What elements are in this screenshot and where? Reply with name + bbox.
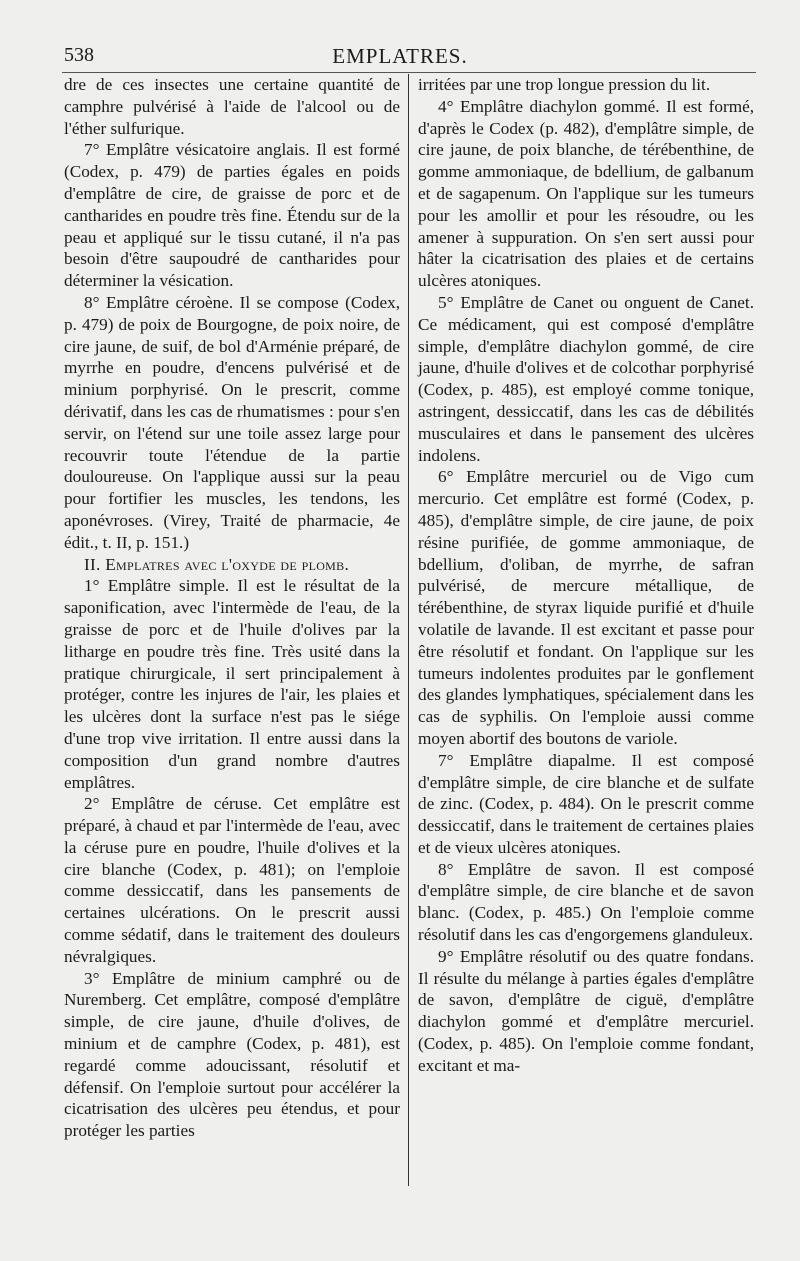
paragraph: 4° Emplâtre diachylon gommé. Il est formé, d'après le Codex (p. 482), d'emplâtre simple, de cire jaune, de poix blanche, de térébenthine, de gomme ammoniaque, de bdellium, de galbanum et de sagapenum. On l'applique sur les tumeurs pour les amollir et pour les résoudre, ou les amener à suppuration. On s'en sert aussi pour hâter la cicatrisation des plaies et de certains ulcères atoniques. bbox=[418, 96, 754, 291]
paragraph: 8° Emplâtre céroène. Il se compose (Codex, p. 479) de poix de Bourgogne, de poix noire, de cire jaune, de suif, de bol d'Arménie préparé, de myrrhe en poudre, d'encens pulvérisé et de minium porphyrisé. On le prescrit, comme dérivatif, dans les cas de rhumatismes : pour s'en servir, on l'étend sur une toile assez large pour recouvrir toute l'étendue de la partie douloureuse. On l'applique aussi sur la peau pour fortifier les muscles, les tendons, les aponévroses. (Virey, Traité de pharmacie, 4e édit., t. II, p. 151.) bbox=[64, 292, 400, 552]
paragraph: 2° Emplâtre de céruse. Cet emplâtre est préparé, à chaud et par l'intermède de l'eau, avec la céruse pure en poudre, l'huile d'olives et la cire blanche (Codex, p. 481); on l'emploie comme dessiccatif, dans les pansements de certaines ulcérations. On le prescrit aussi comme sédatif, dans le traitement des douleurs névralgiques. bbox=[64, 794, 400, 966]
left-column bbox=[64, 74, 400, 1142]
paragraph: irritées par une trop longue pression du lit. bbox=[418, 75, 711, 94]
paragraph: 3° Emplâtre de minium camphré ou de Nuremberg. Cet emplâtre, composé d'emplâtre simple, de cire jaune, d'huile d'olives, de minium et de camphre (Codex, p. 481), est regardé comme adoucissant, résolutif et défensif. On l'emploie surtout pour accélérer la cicatrisation des ulcères peu étendus, et pour protéger les parties bbox=[64, 968, 400, 1141]
column-divider bbox=[408, 74, 409, 1186]
header-rule bbox=[62, 72, 756, 73]
section-heading: II. Emplatres avec l'oxyde de plomb. bbox=[84, 554, 350, 574]
paragraph: dre de ces insectes une certaine quantité de camphre pulvérisé à l'aide de l'alcool ou de l'éther sulfurique. bbox=[64, 75, 400, 138]
paragraph: 7° Emplâtre diapalme. Il est composé d'emplâtre simple, de cire blanche et de sulfate de zinc. (Codex, p. 484). On le prescrit comme dessiccatif, dans le traitement de certaines plaies et de vieux ulcères atoniques. bbox=[418, 750, 754, 857]
paragraph: 1° Emplâtre simple. Il est le résultat de la saponification, avec l'intermède de l'eau, de la graisse de porc et de l'huile d'olives par la litharge en poudre très fine. Très usité dans la pratique chirurgicale, il sert principalement à protéger, contre les injures de l'air, les plaies et les ulcères dont la surface n'est pas le siége d'une trop vive irritation. Il entre aussi dans la composition d'un grand nombre d'autres emplâtres. bbox=[64, 576, 400, 792]
running-head: EMPLATRES. bbox=[332, 44, 468, 68]
paragraph: 9° Emplâtre résolutif ou des quatre fondans. Il résulte du mélange à parties égales d'emplâtre de savon, d'emplâtre de ciguë, d'emplâtre diachylon gommé et d'emplâtre mercuriel. (Codex, p. 485). On l'emploie comme fondant, excitant et ma- bbox=[418, 946, 754, 1075]
paragraph: 7° Emplâtre vésicatoire anglais. Il est formé (Codex, p. 479) de parties égales en poids d'emplâtre de cire, de graisse de porc et de cantharides en poudre très fine. Étendu sur de la peau et appliqué sur le tissu cutané, il n'a pas besoin d'être saupoudré de cantharides pour déterminer la vésication. bbox=[64, 140, 400, 291]
right-column bbox=[418, 74, 754, 1077]
paragraph: 6° Emplâtre mercuriel ou de Vigo cum mercurio. Cet emplâtre est formé (Codex, p. 485), d'emplâtre simple, de cire jaune, de poix résine purifiée, de gomme ammoniaque, de bdellium, d'oliban, de myrrhe, de safran pulvérisé, de mercure métallique, de térébenthine, de styrax liquide purifié et d'huile volatile de lavande. Il est excitant et passe pour être résolutif et fondant. On l'applique sur les tumeurs indolentes produites par le gonflement des glandes lymphatiques, spécialement dans les cas de syphilis. On l'emploie aussi comme moyen abortif des boutons de variole. bbox=[418, 467, 754, 748]
paragraph: 8° Emplâtre de savon. Il est composé d'emplâtre simple, de cire blanche et de savon blanc. (Codex, p. 485.) On l'emploie comme résolutif dans les cas d'engorgemens glanduleux. bbox=[418, 859, 754, 945]
page-number: 538 bbox=[64, 44, 94, 66]
paragraph: 5° Emplâtre de Canet ou onguent de Canet. Ce médicament, qui est composé d'emplâtre simple, d'emplâtre diachylon gommé, de cire jaune, d'huile d'olives et de colcothar porphyrisé (Codex, p. 485), est employé comme tonique, astringent, dessiccatif, dans les cas de débilités musculaires et dans le pansement des ulcères indolens. bbox=[418, 292, 754, 465]
